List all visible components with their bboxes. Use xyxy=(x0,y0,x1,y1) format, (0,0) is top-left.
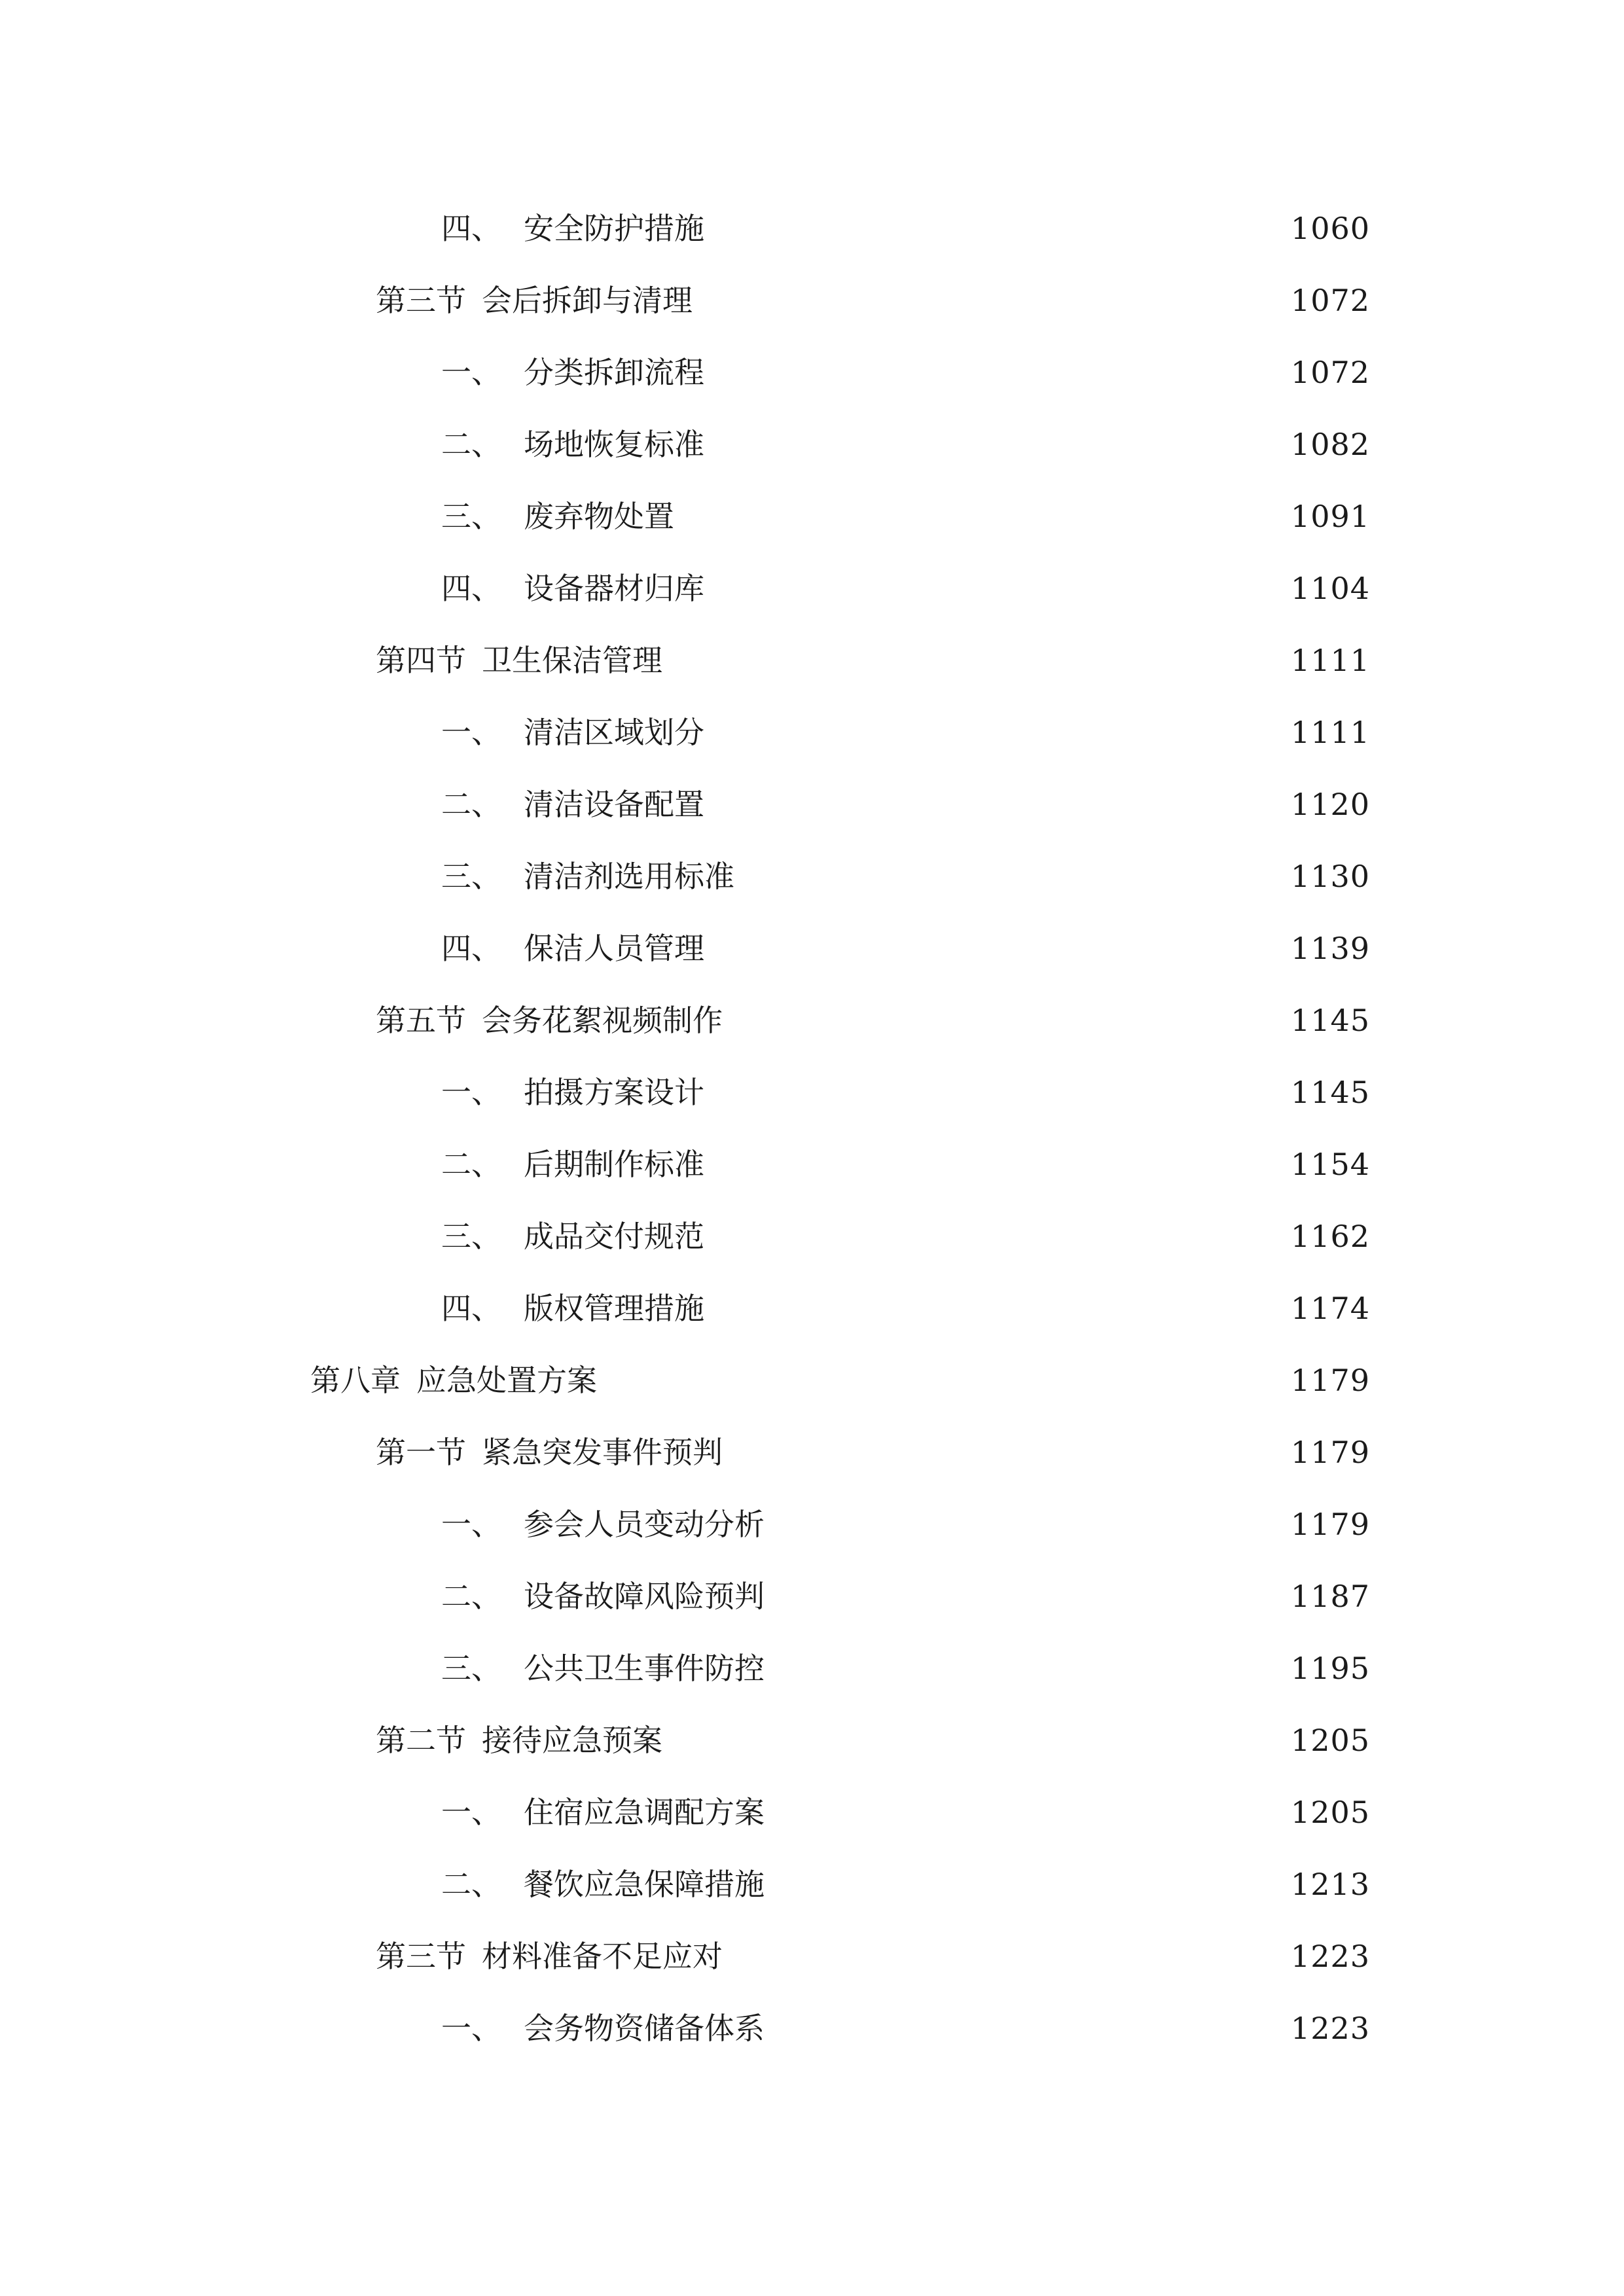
dot-leader xyxy=(672,634,1276,687)
toc-entry[interactable] xyxy=(441,778,1370,831)
toc-entry-page: 1145 xyxy=(1290,1003,1370,1038)
toc-entry-title: 废弃物处置 xyxy=(524,499,674,534)
toc-entry-title: 设备故障风险预判 xyxy=(524,1579,765,1614)
toc-entry-label xyxy=(376,634,662,687)
toc-entry-title: 会务花絮视频制作 xyxy=(482,1003,723,1038)
toc-entry[interactable] xyxy=(441,202,1370,255)
toc-entry-number: 四、 xyxy=(441,1291,501,1326)
toc-entry-title: 清洁区域划分 xyxy=(524,715,704,750)
toc-entry-label xyxy=(441,1786,765,1839)
toc-entry-number: 一、 xyxy=(441,355,501,390)
toc-entry-title: 会后拆卸与清理 xyxy=(482,283,693,318)
toc-entry-label xyxy=(376,1714,662,1767)
toc-entry-title: 保洁人员管理 xyxy=(524,931,704,966)
toc-entry-label xyxy=(441,562,704,615)
toc-entry-label xyxy=(441,1210,704,1263)
dot-leader xyxy=(713,1282,1276,1335)
toc-entry-title: 清洁设备配置 xyxy=(524,787,704,822)
toc-entry-title: 分类拆卸流程 xyxy=(524,355,704,390)
toc-entry-label xyxy=(441,1858,765,1910)
toc-entry[interactable] xyxy=(441,1210,1370,1263)
toc-entry[interactable] xyxy=(441,1138,1370,1191)
dot-leader xyxy=(732,994,1276,1047)
toc-entry-label xyxy=(376,1426,723,1479)
toc-entry-number: 二、 xyxy=(441,427,501,462)
toc-entry-number: 四、 xyxy=(441,931,501,966)
toc-entry-number: 第四节 xyxy=(376,643,466,678)
toc-entry-number: 三、 xyxy=(441,1219,501,1254)
toc-entry-number: 三、 xyxy=(441,859,501,894)
toc-entry-label xyxy=(376,1930,723,1982)
toc-entry-page: 1082 xyxy=(1290,427,1370,462)
toc-entry-title: 接待应急预案 xyxy=(482,1723,662,1758)
dot-leader xyxy=(713,202,1276,255)
toc-entry-number: 第三节 xyxy=(376,283,466,318)
toc-entry[interactable] xyxy=(441,418,1370,471)
toc-entry[interactable] xyxy=(310,1354,1370,1407)
toc-entry-label xyxy=(441,1570,765,1623)
dot-leader xyxy=(713,706,1276,759)
dot-leader xyxy=(713,922,1276,975)
toc-entry-page: 1111 xyxy=(1290,715,1370,750)
toc-entry-title: 住宿应急调配方案 xyxy=(524,1795,765,1830)
dot-leader xyxy=(774,1498,1276,1551)
dot-leader xyxy=(774,1642,1276,1695)
toc-entry-label xyxy=(441,850,734,903)
toc-entry-page: 1223 xyxy=(1290,2011,1370,2046)
toc-entry-label xyxy=(441,202,704,255)
toc-entry-label xyxy=(310,1354,597,1407)
toc-entry-page: 1205 xyxy=(1290,1723,1370,1758)
toc-entry-page: 1111 xyxy=(1290,643,1370,678)
toc-entry-label xyxy=(441,922,704,975)
toc-entry-page: 1139 xyxy=(1290,931,1370,966)
toc-entry-label xyxy=(441,418,704,471)
toc-entry-label xyxy=(441,1066,704,1119)
toc-entry-page: 1174 xyxy=(1290,1291,1370,1326)
toc-entry-title: 材料准备不足应对 xyxy=(482,1939,723,1974)
toc-entry[interactable] xyxy=(376,634,1370,687)
toc-entry[interactable] xyxy=(441,1642,1370,1695)
toc-entry-number: 第一节 xyxy=(376,1435,466,1470)
toc-entry-label xyxy=(441,1282,704,1335)
dot-leader xyxy=(606,1354,1276,1407)
toc-entry[interactable] xyxy=(441,1858,1370,1910)
toc-entry-label xyxy=(441,1498,765,1551)
dot-leader xyxy=(713,1210,1276,1263)
toc-entry[interactable] xyxy=(376,1714,1370,1767)
toc-entry-label xyxy=(441,1642,765,1695)
toc-entry-label xyxy=(376,994,723,1047)
dot-leader xyxy=(744,850,1276,903)
dot-leader xyxy=(732,1426,1276,1479)
toc-entry-page: 1145 xyxy=(1290,1075,1370,1110)
toc-entry-page: 1187 xyxy=(1290,1579,1370,1614)
toc-entry-label xyxy=(376,274,693,327)
toc-entry-title: 餐饮应急保障措施 xyxy=(524,1867,765,1902)
dot-leader xyxy=(713,1066,1276,1119)
dot-leader xyxy=(774,1570,1276,1623)
toc-entry-page: 1072 xyxy=(1290,355,1370,390)
toc-entry-title: 卫生保洁管理 xyxy=(482,643,662,678)
toc-entry-label xyxy=(441,346,704,399)
toc-entry-title: 公共卫生事件防控 xyxy=(524,1651,765,1686)
toc-entry-number: 一、 xyxy=(441,1795,501,1830)
toc-entry[interactable] xyxy=(376,1426,1370,1479)
toc-entry-page: 1179 xyxy=(1290,1507,1370,1542)
toc-entry[interactable] xyxy=(441,1282,1370,1335)
toc-entry-number: 三、 xyxy=(441,1651,501,1686)
toc-entry-page: 1205 xyxy=(1290,1795,1370,1830)
toc-entry-number: 第八章 xyxy=(310,1363,401,1398)
toc-entry-label xyxy=(441,2002,765,2054)
toc-entry-page: 1179 xyxy=(1290,1435,1370,1470)
toc-entry-title: 会务物资储备体系 xyxy=(524,2011,765,2046)
toc-entry[interactable] xyxy=(441,922,1370,975)
toc-entry-title: 设备器材归库 xyxy=(524,571,704,606)
toc-entry-number: 四、 xyxy=(441,211,501,246)
toc-entry[interactable] xyxy=(441,346,1370,399)
toc-entry-page: 1179 xyxy=(1290,1363,1370,1398)
dot-leader xyxy=(732,1930,1276,1982)
toc-entry-label xyxy=(441,706,704,759)
toc-entry[interactable] xyxy=(441,1570,1370,1623)
toc-entry-label xyxy=(441,490,674,543)
dot-leader xyxy=(774,1786,1276,1839)
toc-entry-number: 第二节 xyxy=(376,1723,466,1758)
toc-entry-number: 二、 xyxy=(441,1147,501,1182)
toc-entry-number: 二、 xyxy=(441,787,501,822)
toc-entry[interactable] xyxy=(441,562,1370,615)
toc-entry-title: 安全防护措施 xyxy=(524,211,704,246)
dot-leader xyxy=(672,1714,1276,1767)
toc-entry-title: 成品交付规范 xyxy=(524,1219,704,1254)
dot-leader xyxy=(713,562,1276,615)
toc-entry-number: 四、 xyxy=(441,571,501,606)
toc-entry-title: 场地恢复标准 xyxy=(524,427,704,462)
toc-entry[interactable] xyxy=(441,706,1370,759)
toc-entry[interactable] xyxy=(441,2002,1370,2054)
dot-leader xyxy=(774,1858,1276,1910)
toc-entry[interactable] xyxy=(441,850,1370,903)
toc-entry-page: 1091 xyxy=(1290,499,1370,534)
toc-entry-page: 1104 xyxy=(1290,571,1370,606)
toc-entry-page: 1223 xyxy=(1290,1939,1370,1974)
toc-entry-number: 一、 xyxy=(441,1507,501,1542)
toc-entry-title: 应急处置方案 xyxy=(416,1363,597,1398)
toc-entry-number: 一、 xyxy=(441,2011,501,2046)
toc-entry-page: 1060 xyxy=(1290,211,1370,246)
toc-entry-page: 1072 xyxy=(1290,283,1370,318)
toc-entry[interactable] xyxy=(376,1930,1370,1982)
dot-leader xyxy=(713,346,1276,399)
toc-entry-title: 参会人员变动分析 xyxy=(524,1507,765,1542)
toc-entry[interactable] xyxy=(441,1498,1370,1551)
toc-entry-number: 第五节 xyxy=(376,1003,466,1038)
dot-leader xyxy=(683,490,1276,543)
toc-entry-title: 版权管理措施 xyxy=(524,1291,704,1326)
toc-entry-page: 1195 xyxy=(1290,1651,1370,1686)
toc-entry-page: 1162 xyxy=(1290,1219,1370,1254)
toc-entry-label xyxy=(441,778,704,831)
toc-entry[interactable] xyxy=(376,274,1370,327)
toc-entry-title: 紧急突发事件预判 xyxy=(482,1435,723,1470)
toc-entry-title: 清洁剂选用标准 xyxy=(524,859,734,894)
toc-entry-page: 1130 xyxy=(1290,859,1370,894)
toc-entry-number: 一、 xyxy=(441,715,501,750)
dot-leader xyxy=(713,778,1276,831)
toc-entry-number: 一、 xyxy=(441,1075,501,1110)
toc-entry-page: 1120 xyxy=(1290,787,1370,822)
toc-entry-title: 拍摄方案设计 xyxy=(524,1075,704,1110)
toc-entry-number: 三、 xyxy=(441,499,501,534)
toc-entry-number: 第三节 xyxy=(376,1939,466,1974)
toc-entry-page: 1154 xyxy=(1290,1147,1370,1182)
dot-leader xyxy=(713,418,1276,471)
toc-entry[interactable] xyxy=(441,1066,1370,1119)
toc-entry-number: 二、 xyxy=(441,1867,501,1902)
toc-entry[interactable] xyxy=(376,994,1370,1047)
dot-leader xyxy=(702,274,1276,327)
toc-entry-page: 1213 xyxy=(1290,1867,1370,1902)
toc-entry-number: 二、 xyxy=(441,1579,501,1614)
toc-entry[interactable] xyxy=(441,1786,1370,1839)
dot-leader xyxy=(713,1138,1276,1191)
toc-entry[interactable] xyxy=(441,490,1370,543)
toc-entry-title: 后期制作标准 xyxy=(524,1147,704,1182)
dot-leader xyxy=(774,2002,1276,2054)
toc-entry-label xyxy=(441,1138,704,1191)
